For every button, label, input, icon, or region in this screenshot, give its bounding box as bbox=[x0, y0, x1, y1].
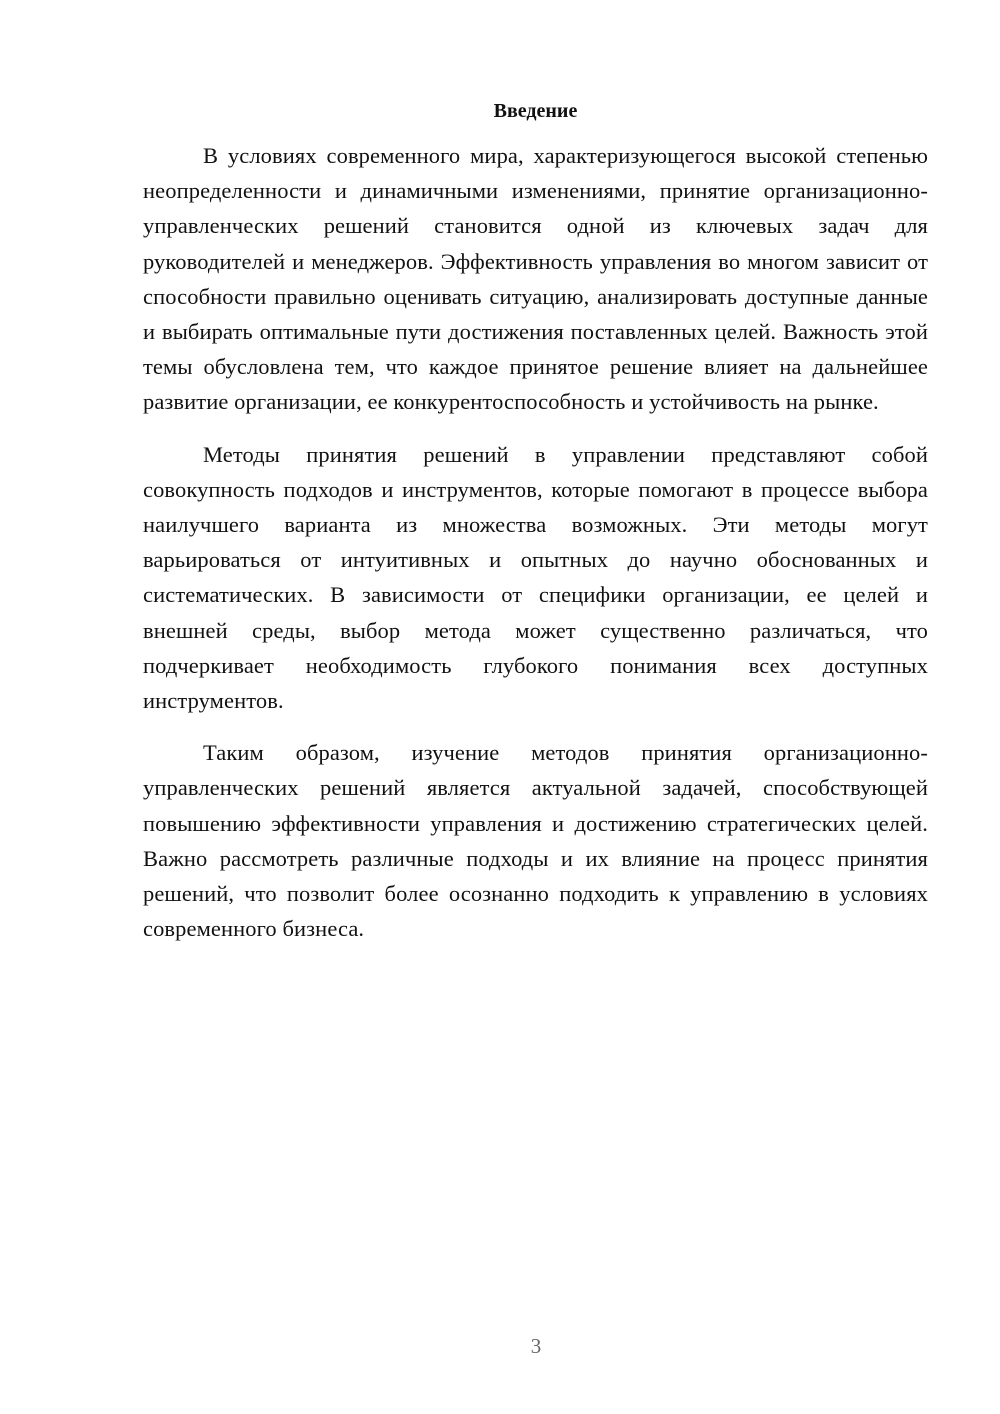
paragraph-2: Методы принятия решений в управлении представляют собой совокупность подходов и инструментов, которые помогают в процессе выбора наилучшего варианта из множества возможных. Эти методы могут варьироваться от интуитивных и опытных до научно обоснованных и систематических. В зависимости от специфики организации, ее целей и внешней среды, выбор метода может существенно различаться, что подчеркивает необходимость глубокого понимания всех доступных инструментов. bbox=[143, 441, 928, 714]
page-number: 3 bbox=[530, 1334, 542, 1358]
paragraph-1: В условиях современного мира, характеризующегося высокой степенью неопределенности и динамичными изменениями, принятие организационно-управленческих решений становится одной из ключевых задач для руководителей и менеджеров. Эффективность управления во многом зависит от способности правильно оценивать ситуацию, анализировать доступные данные и выбирать оптимальные пути достижения поставленных целей. Важность этой темы обусловлена тем, что каждое принятое решение влияет на дальнейшее развитие организации, ее конкурентоспособность и устойчивость на рынке. bbox=[143, 143, 928, 415]
section-title: Введение bbox=[493, 100, 578, 122]
paragraph-3: Таким образом, изучение методов принятия организационно-управленческих решений является актуальной задачей, способствующей повышению эффективности управления и достижению стратегических целей. Важно рассмотреть различные подходы и их влияние на процесс принятия решений, что позволит более осознанно подходить к управлению в условиях современного бизнеса. bbox=[143, 740, 928, 942]
page-content bbox=[143, 96, 928, 963]
